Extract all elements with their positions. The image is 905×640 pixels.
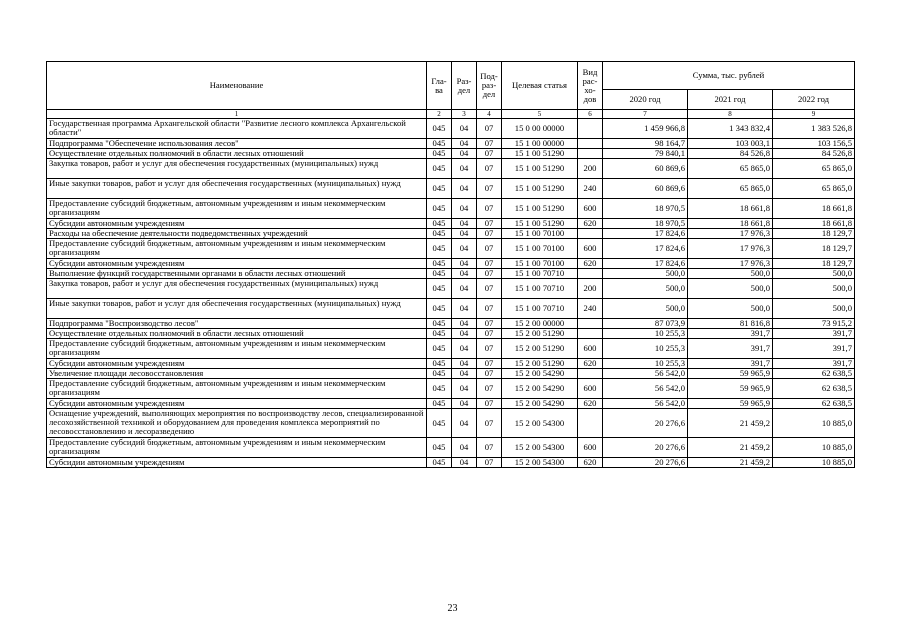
table-row [47, 269, 855, 279]
row-amount-2021: 65 865,0 [688, 159, 773, 179]
row-amount-2021: 17 976,3 [688, 229, 773, 239]
row-amount-2020: 17 824,6 [603, 229, 688, 239]
table-row [47, 139, 855, 149]
table-row [47, 229, 855, 239]
row-vid: 200 [578, 159, 603, 179]
row-name: Субсидии автономным учреждениям [47, 458, 427, 468]
table-row [47, 339, 855, 359]
row-statya: 15 2 00 51290 [502, 339, 578, 359]
row-vid: 240 [578, 179, 603, 199]
row-vid: 600 [578, 339, 603, 359]
row-name: Предоставление субсидий бюджетным, автономным учреждениям и иным некоммерческим организациям [47, 239, 427, 259]
table-row [47, 409, 855, 438]
row-name: Субсидии автономным учреждениям [47, 259, 427, 269]
row-amount-2020: 10 255,3 [603, 359, 688, 369]
row-razdel: 04 [452, 159, 477, 179]
row-glava: 045 [427, 359, 452, 369]
row-statya: 15 1 00 51290 [502, 179, 578, 199]
row-amount-2022: 18 661,8 [773, 199, 855, 219]
row-vid [578, 369, 603, 379]
row-podrazdel: 07 [477, 119, 502, 139]
row-razdel: 04 [452, 458, 477, 468]
row-name: Закупка товаров, работ и услуг для обеспечения государственных (муниципальных) нужд [47, 279, 427, 299]
row-amount-2020: 10 255,3 [603, 339, 688, 359]
row-glava: 045 [427, 409, 452, 438]
row-vid: 600 [578, 438, 603, 458]
row-glava: 045 [427, 119, 452, 139]
row-vid [578, 269, 603, 279]
row-glava: 045 [427, 279, 452, 299]
row-razdel: 04 [452, 438, 477, 458]
row-amount-2020: 17 824,6 [603, 239, 688, 259]
row-glava: 045 [427, 319, 452, 329]
row-glava: 045 [427, 438, 452, 458]
row-amount-2020: 60 869,6 [603, 179, 688, 199]
row-razdel: 04 [452, 329, 477, 339]
row-amount-2022: 10 885,0 [773, 458, 855, 468]
column-number: 8 [688, 110, 773, 119]
row-razdel: 04 [452, 299, 477, 319]
row-podrazdel: 07 [477, 359, 502, 369]
row-amount-2020: 20 276,6 [603, 438, 688, 458]
column-number: 9 [773, 110, 855, 119]
row-amount-2021: 1 343 832,4 [688, 119, 773, 139]
row-name: Подпрограмма "Обеспечение использования лесов" [47, 139, 427, 149]
row-podrazdel: 07 [477, 369, 502, 379]
row-statya: 15 2 00 54290 [502, 369, 578, 379]
row-podrazdel: 07 [477, 279, 502, 299]
row-amount-2021: 81 816,8 [688, 319, 773, 329]
row-statya: 15 2 00 54300 [502, 458, 578, 468]
row-amount-2021: 17 976,3 [688, 259, 773, 269]
row-statya: 15 1 00 70710 [502, 279, 578, 299]
row-amount-2022: 500,0 [773, 279, 855, 299]
row-podrazdel: 07 [477, 139, 502, 149]
row-amount-2020: 60 869,6 [603, 159, 688, 179]
row-amount-2022: 10 885,0 [773, 438, 855, 458]
row-amount-2021: 59 965,9 [688, 399, 773, 409]
row-statya: 15 2 00 54300 [502, 438, 578, 458]
row-vid: 620 [578, 259, 603, 269]
row-glava: 045 [427, 199, 452, 219]
row-name: Расходы на обеспечение деятельности подведомственных учреждений [47, 229, 427, 239]
column-numbers-row [47, 110, 855, 119]
table-row [47, 149, 855, 159]
row-podrazdel: 07 [477, 458, 502, 468]
row-amount-2022: 62 638,5 [773, 399, 855, 409]
row-amount-2021: 59 965,9 [688, 379, 773, 399]
row-vid: 600 [578, 199, 603, 219]
row-amount-2020: 56 542,0 [603, 369, 688, 379]
row-amount-2021: 21 459,2 [688, 409, 773, 438]
table-row [47, 438, 855, 458]
table-row [47, 259, 855, 269]
row-amount-2022: 18 129,7 [773, 239, 855, 259]
row-name: Осуществление отдельных полномочий в области лесных отношений [47, 329, 427, 339]
row-razdel: 04 [452, 259, 477, 269]
row-statya: 15 1 00 00000 [502, 139, 578, 149]
row-amount-2021: 18 661,8 [688, 199, 773, 219]
row-name: Предоставление субсидий бюджетным, автономным учреждениям и иным некоммерческим организациям [47, 438, 427, 458]
row-podrazdel: 07 [477, 329, 502, 339]
column-number: 7 [603, 110, 688, 119]
row-razdel: 04 [452, 369, 477, 379]
header-2021: 2021 год [688, 90, 773, 110]
row-amount-2022: 18 661,8 [773, 219, 855, 229]
row-amount-2022: 1 383 526,8 [773, 119, 855, 139]
row-podrazdel: 07 [477, 438, 502, 458]
row-amount-2020: 18 970,5 [603, 199, 688, 219]
row-name: Оснащение учреждений, выполняющих мероприятия по воспроизводству лесов, специализированной лесохозяйственной техникой и оборудованием для проведения комплекса мероприятий по лесовосстановлению и лесоразведению [47, 409, 427, 438]
row-statya: 15 1 00 51290 [502, 199, 578, 219]
row-razdel: 04 [452, 199, 477, 219]
row-amount-2022: 500,0 [773, 299, 855, 319]
row-glava: 045 [427, 369, 452, 379]
table-row [47, 179, 855, 199]
row-razdel: 04 [452, 229, 477, 239]
row-name: Закупка товаров, работ и услуг для обеспечения государственных (муниципальных) нужд [47, 159, 427, 179]
column-number: 2 [427, 110, 452, 119]
table-body [47, 119, 855, 468]
row-amount-2022: 62 638,5 [773, 369, 855, 379]
row-razdel: 04 [452, 269, 477, 279]
row-razdel: 04 [452, 339, 477, 359]
row-vid: 620 [578, 399, 603, 409]
table-row [47, 359, 855, 369]
table-row [47, 239, 855, 259]
row-vid [578, 119, 603, 139]
row-amount-2020: 56 542,0 [603, 399, 688, 409]
row-name: Иные закупки товаров, работ и услуг для обеспечения государственных (муниципальных) нужд [47, 179, 427, 199]
row-razdel: 04 [452, 179, 477, 199]
row-vid [578, 229, 603, 239]
row-podrazdel: 07 [477, 259, 502, 269]
row-vid: 620 [578, 219, 603, 229]
row-podrazdel: 07 [477, 179, 502, 199]
row-vid: 200 [578, 279, 603, 299]
row-amount-2022: 62 638,5 [773, 379, 855, 399]
row-glava: 045 [427, 399, 452, 409]
row-name: Государственная программа Архангельской области "Развитие лесного комплекса Архангельской области" [47, 119, 427, 139]
column-number: 6 [578, 110, 603, 119]
row-amount-2020: 500,0 [603, 279, 688, 299]
row-name: Предоставление субсидий бюджетным, автономным учреждениям и иным некоммерческим организациям [47, 339, 427, 359]
row-podrazdel: 07 [477, 149, 502, 159]
row-amount-2022: 391,7 [773, 359, 855, 369]
row-amount-2021: 21 459,2 [688, 458, 773, 468]
row-podrazdel: 07 [477, 399, 502, 409]
row-amount-2020: 98 164,7 [603, 139, 688, 149]
row-amount-2021: 500,0 [688, 299, 773, 319]
row-amount-2021: 21 459,2 [688, 438, 773, 458]
row-glava: 045 [427, 339, 452, 359]
row-amount-2021: 59 965,9 [688, 369, 773, 379]
column-number: 3 [452, 110, 477, 119]
row-glava: 045 [427, 239, 452, 259]
row-statya: 15 2 00 51290 [502, 359, 578, 369]
row-amount-2022: 65 865,0 [773, 179, 855, 199]
row-name: Увеличение площади лесовосстановления [47, 369, 427, 379]
row-glava: 045 [427, 179, 452, 199]
row-amount-2021: 17 976,3 [688, 239, 773, 259]
row-amount-2020: 500,0 [603, 299, 688, 319]
row-podrazdel: 07 [477, 339, 502, 359]
row-amount-2021: 500,0 [688, 269, 773, 279]
header-podrazdel: Под-раз-дел [477, 62, 502, 110]
row-name: Подпрограмма "Воспроизводство лесов" [47, 319, 427, 329]
row-name: Выполнение функций государственными органами в области лесных отношений [47, 269, 427, 279]
row-glava: 045 [427, 219, 452, 229]
row-amount-2022: 18 129,7 [773, 229, 855, 239]
row-statya: 15 0 00 00000 [502, 119, 578, 139]
row-podrazdel: 07 [477, 159, 502, 179]
row-amount-2022: 73 915,2 [773, 319, 855, 329]
table-row [47, 458, 855, 468]
row-podrazdel: 07 [477, 199, 502, 219]
row-statya: 15 2 00 54300 [502, 409, 578, 438]
header-summa: Сумма, тыс. рублей [603, 62, 855, 90]
row-vid [578, 149, 603, 159]
row-amount-2021: 391,7 [688, 329, 773, 339]
table-row [47, 119, 855, 139]
row-podrazdel: 07 [477, 269, 502, 279]
row-amount-2021: 391,7 [688, 359, 773, 369]
row-vid [578, 139, 603, 149]
table-row [47, 199, 855, 219]
row-razdel: 04 [452, 399, 477, 409]
row-statya: 15 1 00 51290 [502, 149, 578, 159]
header-2022: 2022 год [773, 90, 855, 110]
row-amount-2020: 79 840,1 [603, 149, 688, 159]
row-vid: 240 [578, 299, 603, 319]
table-row [47, 379, 855, 399]
table-row [47, 399, 855, 409]
row-glava: 045 [427, 259, 452, 269]
table-row [47, 369, 855, 379]
row-statya: 15 2 00 00000 [502, 319, 578, 329]
column-number: 4 [477, 110, 502, 119]
row-podrazdel: 07 [477, 299, 502, 319]
row-name: Предоставление субсидий бюджетным, автономным учреждениям и иным некоммерческим организациям [47, 199, 427, 219]
row-statya: 15 1 00 70100 [502, 239, 578, 259]
row-amount-2021: 84 526,8 [688, 149, 773, 159]
table-row [47, 219, 855, 229]
table-row [47, 299, 855, 319]
row-podrazdel: 07 [477, 409, 502, 438]
table-header [47, 62, 855, 119]
row-statya: 15 2 00 51290 [502, 329, 578, 339]
table-row [47, 279, 855, 299]
row-amount-2022: 65 865,0 [773, 159, 855, 179]
row-vid [578, 329, 603, 339]
header-vid: Вид рас-хо-дов [578, 62, 603, 110]
row-statya: 15 1 00 70100 [502, 229, 578, 239]
row-razdel: 04 [452, 279, 477, 299]
row-podrazdel: 07 [477, 379, 502, 399]
row-razdel: 04 [452, 409, 477, 438]
row-amount-2020: 56 542,0 [603, 379, 688, 399]
row-statya: 15 1 00 51290 [502, 159, 578, 179]
row-name: Субсидии автономным учреждениям [47, 399, 427, 409]
header-2020: 2020 год [603, 90, 688, 110]
row-amount-2022: 391,7 [773, 329, 855, 339]
row-razdel: 04 [452, 239, 477, 259]
table-row [47, 159, 855, 179]
table-row [47, 329, 855, 339]
row-podrazdel: 07 [477, 239, 502, 259]
row-name: Субсидии автономным учреждениям [47, 219, 427, 229]
row-statya: 15 1 00 70710 [502, 299, 578, 319]
row-amount-2022: 18 129,7 [773, 259, 855, 269]
row-amount-2021: 500,0 [688, 279, 773, 299]
row-name: Осуществление отдельных полномочий в области лесных отношений [47, 149, 427, 159]
row-statya: 15 1 00 70100 [502, 259, 578, 269]
table-row [47, 319, 855, 329]
row-vid: 600 [578, 379, 603, 399]
row-glava: 045 [427, 159, 452, 179]
column-number: 1 [47, 110, 427, 119]
row-amount-2020: 1 459 966,8 [603, 119, 688, 139]
row-statya: 15 2 00 54290 [502, 379, 578, 399]
row-glava: 045 [427, 299, 452, 319]
row-vid: 620 [578, 359, 603, 369]
budget-table [46, 61, 855, 468]
row-amount-2020: 20 276,6 [603, 458, 688, 468]
row-amount-2022: 391,7 [773, 339, 855, 359]
row-name: Предоставление субсидий бюджетным, автономным учреждениям и иным некоммерческим организациям [47, 379, 427, 399]
row-razdel: 04 [452, 359, 477, 369]
row-glava: 045 [427, 458, 452, 468]
row-amount-2020: 87 073,9 [603, 319, 688, 329]
row-amount-2022: 10 885,0 [773, 409, 855, 438]
row-vid: 620 [578, 458, 603, 468]
header-razdel: Раз-дел [452, 62, 477, 110]
row-razdel: 04 [452, 379, 477, 399]
row-razdel: 04 [452, 319, 477, 329]
row-statya: 15 2 00 54290 [502, 399, 578, 409]
row-vid [578, 319, 603, 329]
row-vid [578, 409, 603, 438]
header-glava: Гла-ва [427, 62, 452, 110]
row-amount-2022: 500,0 [773, 269, 855, 279]
row-amount-2020: 10 255,3 [603, 329, 688, 339]
page-number: 23 [447, 603, 458, 614]
row-name: Субсидии автономным учреждениям [47, 359, 427, 369]
row-statya: 15 1 00 70710 [502, 269, 578, 279]
column-number: 5 [502, 110, 578, 119]
row-amount-2021: 103 003,1 [688, 139, 773, 149]
row-amount-2021: 391,7 [688, 339, 773, 359]
row-amount-2020: 500,0 [603, 269, 688, 279]
row-glava: 045 [427, 379, 452, 399]
row-glava: 045 [427, 329, 452, 339]
row-razdel: 04 [452, 219, 477, 229]
row-amount-2020: 17 824,6 [603, 259, 688, 269]
row-razdel: 04 [452, 119, 477, 139]
row-amount-2020: 18 970,5 [603, 219, 688, 229]
header-name: Наименование [47, 62, 427, 110]
row-name: Иные закупки товаров, работ и услуг для обеспечения государственных (муниципальных) нужд [47, 299, 427, 319]
row-glava: 045 [427, 229, 452, 239]
row-razdel: 04 [452, 149, 477, 159]
row-amount-2022: 84 526,8 [773, 149, 855, 159]
row-statya: 15 1 00 51290 [502, 219, 578, 229]
row-amount-2022: 103 156,5 [773, 139, 855, 149]
row-amount-2021: 18 661,8 [688, 219, 773, 229]
row-podrazdel: 07 [477, 229, 502, 239]
header-statya: Целевая статья [502, 62, 578, 110]
row-glava: 045 [427, 269, 452, 279]
row-podrazdel: 07 [477, 219, 502, 229]
row-razdel: 04 [452, 139, 477, 149]
row-amount-2021: 65 865,0 [688, 179, 773, 199]
row-amount-2020: 20 276,6 [603, 409, 688, 438]
row-glava: 045 [427, 139, 452, 149]
row-podrazdel: 07 [477, 319, 502, 329]
row-vid: 600 [578, 239, 603, 259]
row-glava: 045 [427, 149, 452, 159]
